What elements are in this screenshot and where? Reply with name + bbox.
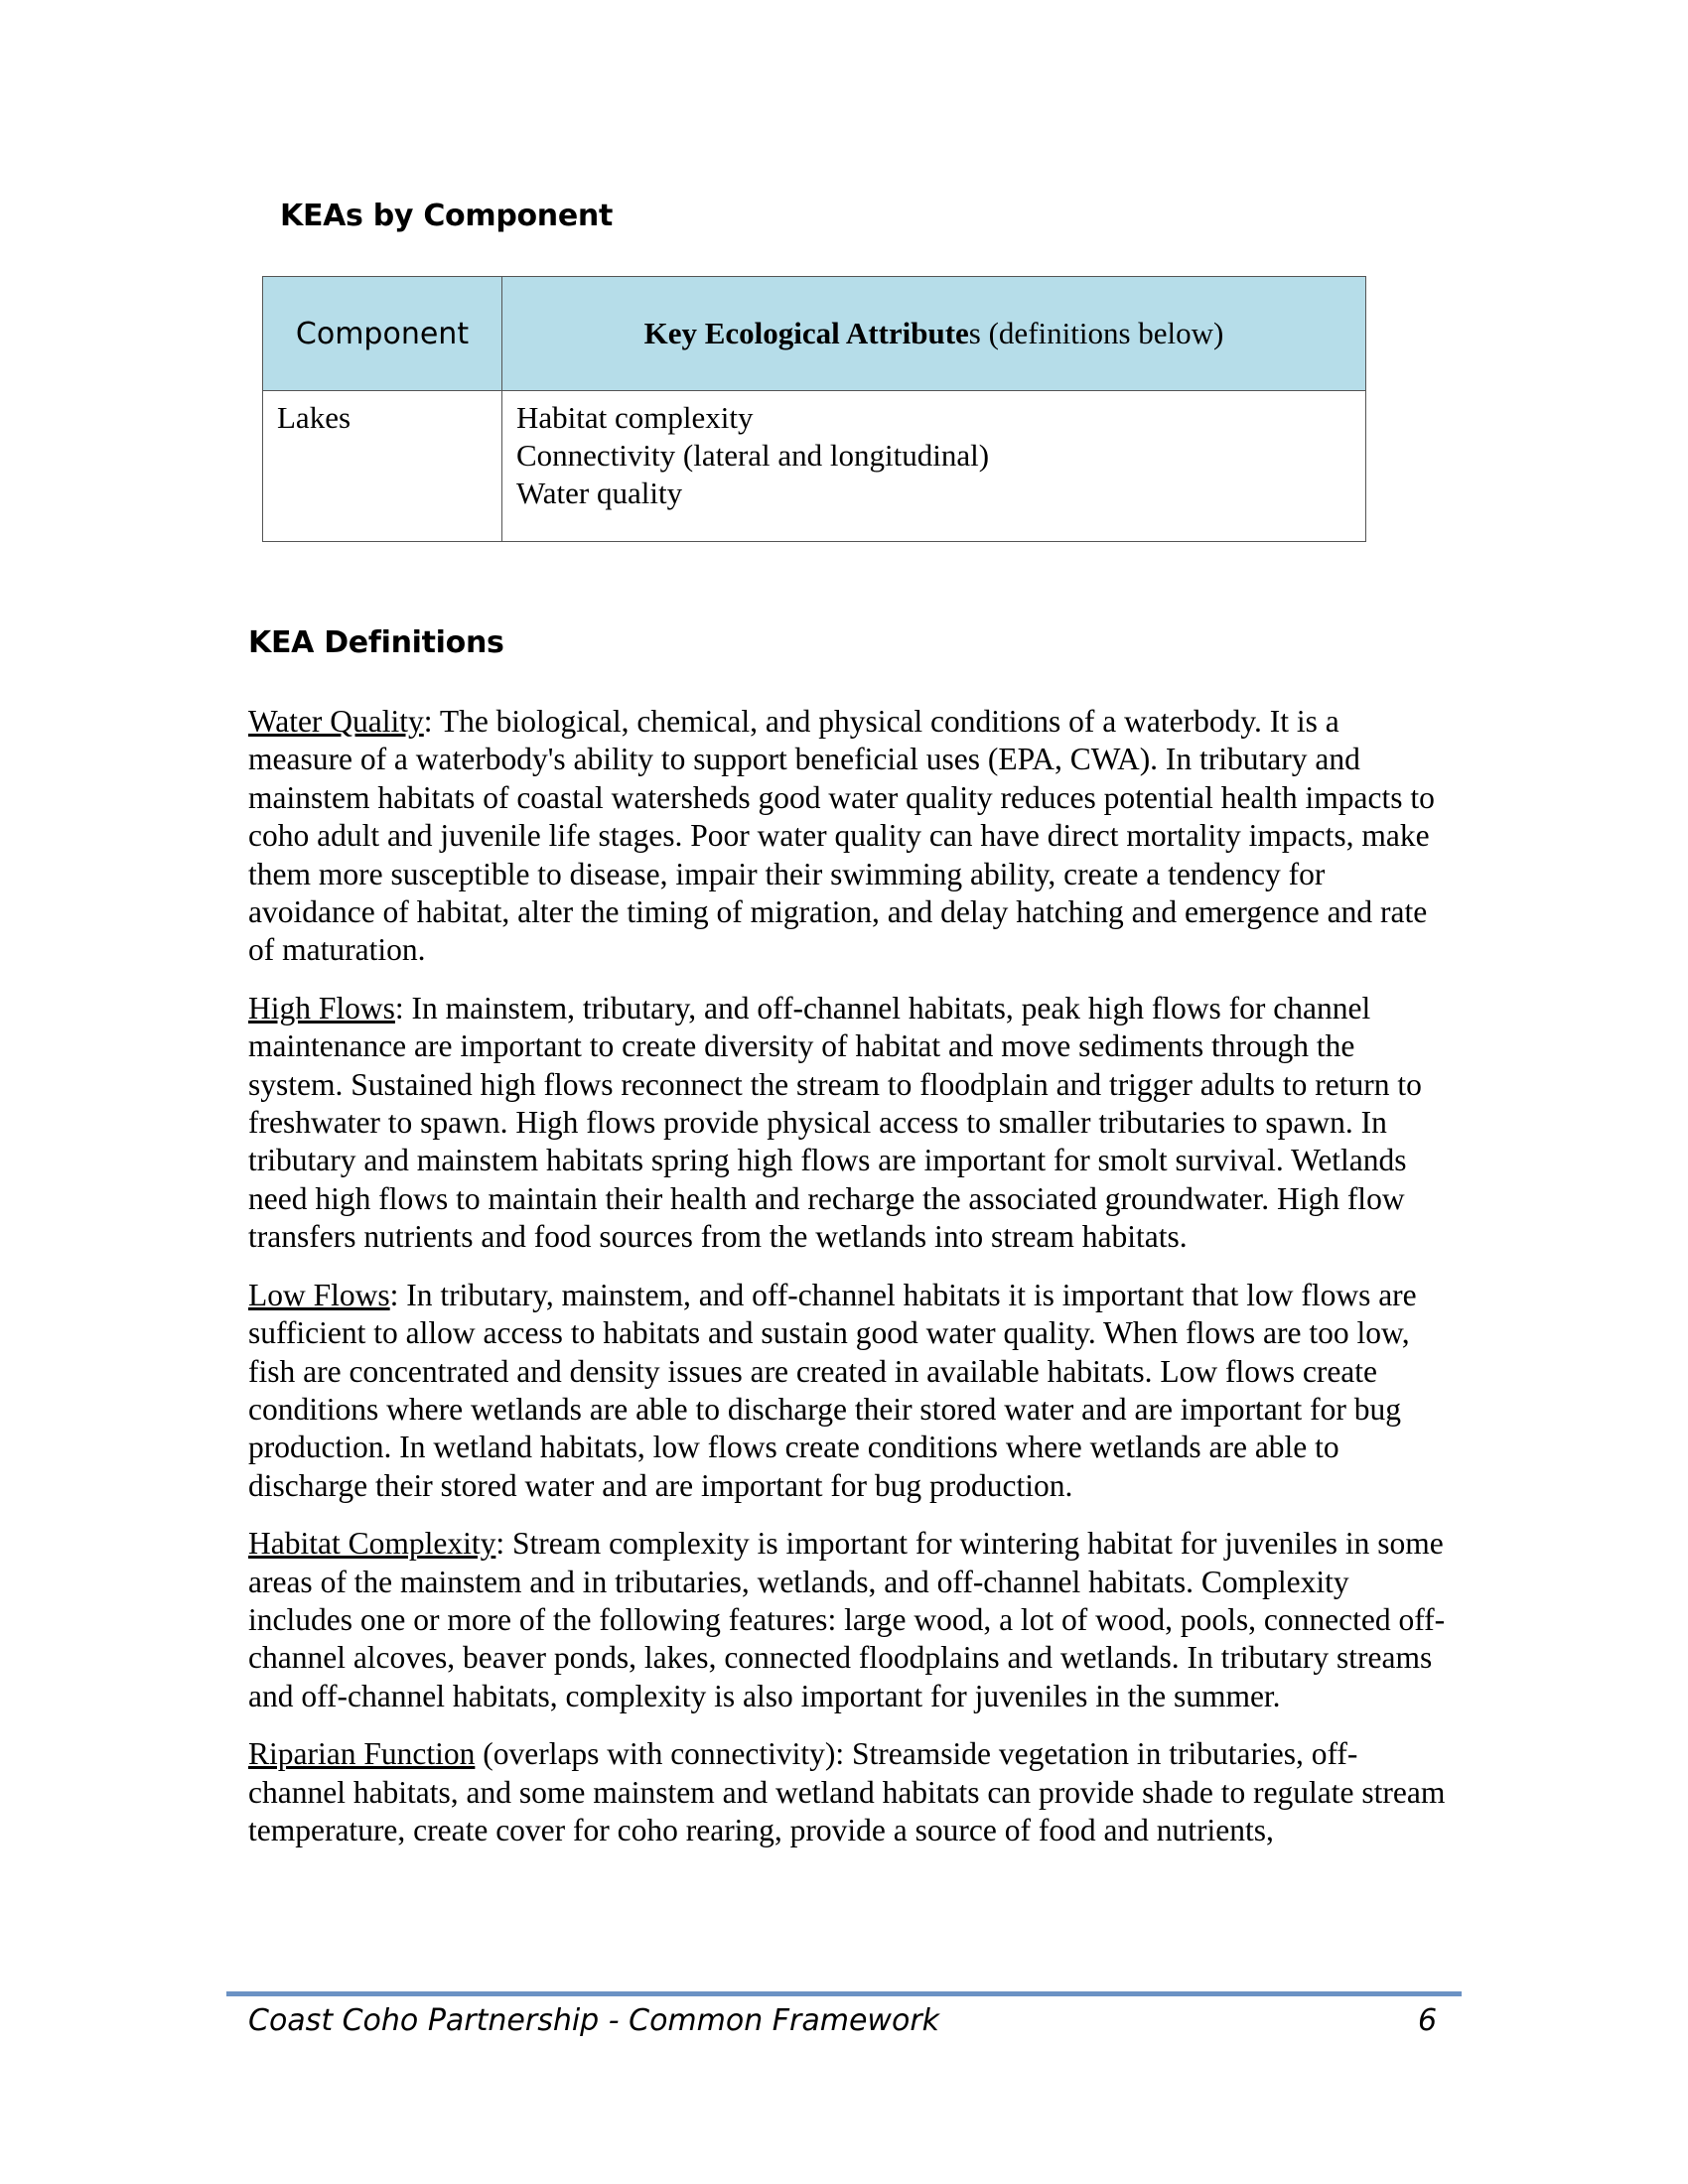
attribute-item: Water quality (516, 476, 683, 510)
definition-term: Riparian Function (248, 1736, 476, 1772)
footer-title: Coast Coho Partnership - Common Framework (248, 2003, 940, 2038)
definition-term: Water Quality (248, 704, 424, 739)
column-header-kea (502, 277, 1366, 391)
page-number: 6 (1418, 2003, 1438, 2038)
definition-paragraph (248, 1735, 1450, 1849)
definition-paragraph (248, 1277, 1450, 1505)
kea-table (262, 276, 1366, 542)
definition-term: Low Flows (248, 1277, 390, 1312)
definition-text: : Stream complexity is important for wintering habitat for juveniles in some areas of the mainstem and in tributaries, wetlands, and off-channel habitats. Complexity includes one or more of the following features: large wood, a lot of wood, pools, connected off-channel alcoves, beaver ponds, lakes, connected floodplains and wetlands. In tributary streams and off-channel habitats, complexity is also important for juveniles in the summer. (248, 1526, 1446, 1713)
attribute-item: Habitat complexity (516, 400, 754, 435)
table-header-row (263, 277, 1366, 391)
definition-text: (overlaps with connectivity): Streamside vegetation in tributaries, off-channel habitats, and some mainstem and wetland habitats can provide shade to regulate stream temperature, create cover for coho rearing, provide a source of food and nutrients, (248, 1736, 1446, 1847)
definition-term: Habitat Complexity (248, 1526, 496, 1562)
definition-term: High Flows (248, 990, 395, 1025)
definition-paragraph (248, 990, 1450, 1257)
column-header-kea-rest: s (definitions below) (968, 316, 1224, 350)
definitions-list (248, 703, 1450, 1869)
definition-paragraph (248, 703, 1450, 970)
table-cell-component: Lakes (263, 391, 502, 542)
column-header-kea-bold: Key Ecological Attribute (643, 316, 969, 350)
footer-divider (226, 1991, 1462, 1996)
definition-paragraph (248, 1525, 1450, 1715)
definition-text: : In mainstem, tributary, and off-channel habitats, peak high flows for channel maintenance are important to create diversity of habitat and move sediments through the system. Sustained high flows reconnect the stream to floodplain and trigger adults to return to freshwater to spawn. High flows provide physical access to smaller tributaries to spawn. In tributary and mainstem habitats spring high flows are important for smolt survival. Wetlands need high flows to maintain their health and recharge the associated groundwater. High flow transfers nutrients and food sources from the wetlands into stream habitats. (248, 990, 1422, 1255)
section-heading: KEAs by Component (280, 199, 614, 233)
column-header-component: Component (263, 277, 502, 391)
table-row (263, 391, 1366, 542)
table-cell-attributes (502, 391, 1366, 542)
definitions-heading: KEA Definitions (248, 625, 504, 660)
attribute-item: Connectivity (lateral and longitudinal) (516, 438, 990, 473)
definition-text: : The biological, chemical, and physical conditions of a waterbody. It is a measure of a waterbody's ability to support beneficial uses (EPA, CWA). In tributary and mainstem habitats of coastal watersheds good water quality reduces potential health impacts to coho adult and juvenile life stages. Poor water quality can have direct mortality impacts, make them more susceptible to disease, impair their swimming ability, create a tendency for avoidance of habitat, alter the timing of migration, and delay hatching and emergence and rate of maturation. (248, 704, 1435, 968)
definition-text: : In tributary, mainstem, and off-channel habitats it is important that low flows are sufficient to allow access to habitats and sustain good water quality. When flows are too low, fish are concentrated and density issues are created in available habitats. Low flows create conditions where wetlands are able to discharge their stored water and are important for bug production. In wetland habitats, low flows create conditions where wetlands are able to discharge their stored water and are important for bug production. (248, 1277, 1417, 1503)
